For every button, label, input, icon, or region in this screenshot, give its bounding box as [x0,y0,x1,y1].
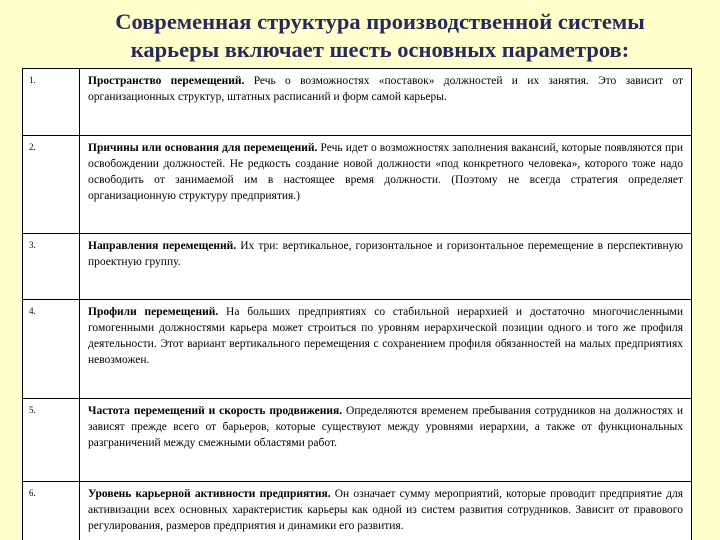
parameters-table [22,68,692,540]
table-row [23,234,692,300]
row-number: 6. [23,482,80,540]
slide-title [60,8,700,64]
row-description [80,300,692,399]
parameter-term: Пространство перемещений. [88,75,245,87]
table-row [23,136,692,234]
parameter-text: Определяются временем пребывания сотрудников на должностях и зависят прежде всего от барьеров, которые существуют между уровнями иерархии, а также от функциональных разграничений между смежными областями работ. [88,405,683,450]
table-row [23,482,692,540]
row-description [80,234,692,300]
parameter-term: Уровень карьерной активности предприятия. [88,488,331,500]
row-description [80,136,692,234]
row-description [80,399,692,482]
table-row [23,300,692,399]
row-number: 1. [23,69,80,136]
parameter-term: Направления перемещений. [88,240,237,252]
row-number: 5. [23,399,80,482]
parameter-text: На больших предприятиях со стабильной иерархией и достаточно многочисленными гомогенными должностями карьера может строиться по уровням иерархической позиции одного и того же профиля деятельности. Этот вариант вертикального перемещения с сохранением профиля обязанностей на малых предприятиях невозможен. [88,306,683,367]
title-line-1: Современная структура производственной системы [115,9,645,34]
row-number: 2. [23,136,80,234]
row-number: 3. [23,234,80,300]
row-number: 4. [23,300,80,399]
parameter-text: Речь о возможностях «поставок» должностей и их занятия. Это зависит от организационных структур, штатных расписаний и форм самой карьеры. [88,75,683,104]
title-line-2: карьеры включает шесть основных параметров: [130,37,630,62]
parameter-term: Профили перемещений. [88,306,219,318]
row-description [80,482,692,540]
parameter-text: Их три: вертикальное, горизонтальное и горизонтальное перемещение в перспективную проектную группу. [88,240,684,269]
table-row [23,69,692,136]
parameter-term: Причины или основания для перемещений. [88,142,318,154]
row-description [80,69,692,136]
parameter-term: Частота перемещений и скорость продвижения. [88,405,343,417]
parameter-text: Он означает сумму мероприятий, которые проводит предприятие для активизации всех основных характеристик карьеры как одной из систем развития сотрудников. Зависит от правового регулирования, размеров предприятия и динамики его развития. [88,488,683,533]
parameter-text: Речь идет о возможностях заполнения вакансий, которые появляются при освобождении должностей. Не редкость создание новой должности «под конкретного человека», которого тоже надо освободить от занимаемой им в настоящее время должности. (Поэтому не всегда стратегия определяет организационную структуру предприятия.) [88,142,684,203]
table-row [23,399,692,482]
